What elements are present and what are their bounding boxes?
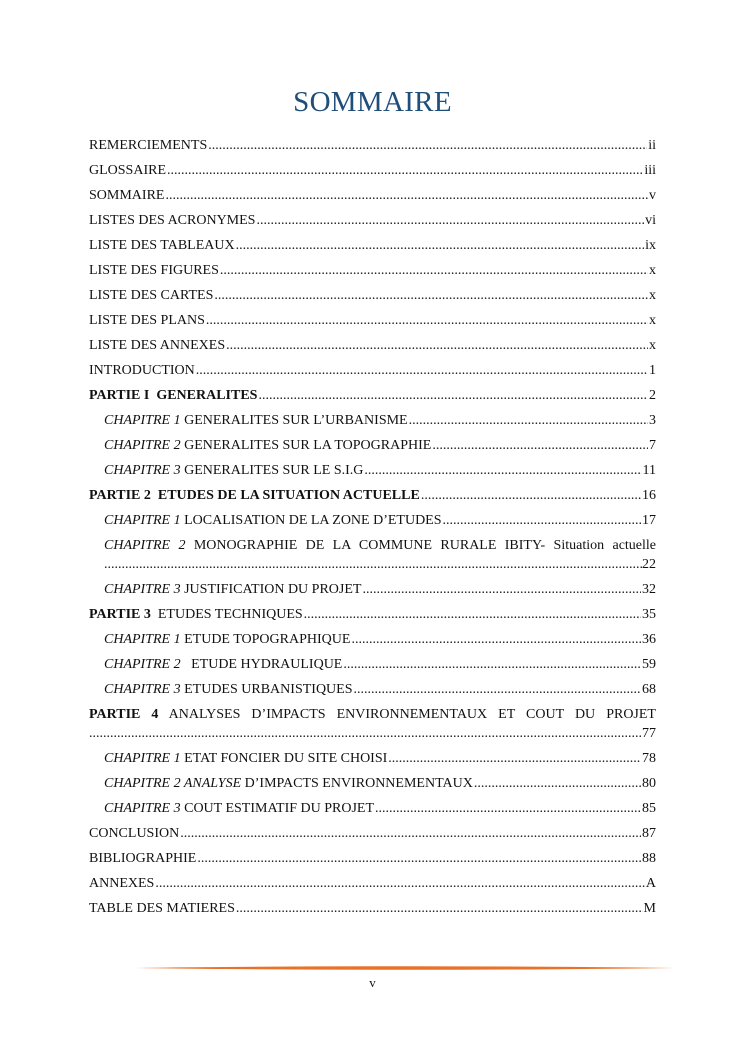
toc-entry-partie1-chapitre-3[interactable]: [104, 463, 656, 479]
toc-entry-remerciements[interactable]: [89, 138, 656, 154]
toc-label: REMERCIEMENTS: [89, 138, 208, 153]
toc-title: ETUDE TOPOGRAPHIQUE: [184, 632, 351, 647]
toc-page: 1: [649, 363, 656, 378]
toc-label: [104, 632, 350, 648]
toc-leader: [364, 463, 641, 479]
toc-prefix: CHAPITRE 3: [104, 582, 181, 597]
toc-label: [104, 438, 431, 454]
toc-prefix: CHAPITRE 1: [104, 751, 181, 766]
toc-leader: [236, 238, 644, 254]
toc-leader: [180, 826, 641, 842]
toc-prefix: CHAPITRE 3: [104, 463, 181, 478]
footer-rule: [135, 964, 675, 972]
toc-title: MONOGRAPHIE DE LA COMMUNE RURALE IBITY- Situation actuelle: [193, 538, 657, 553]
toc-page: x: [649, 313, 656, 328]
toc-leader: [409, 413, 648, 429]
toc-entry-table-des-matieres[interactable]: [89, 901, 656, 917]
toc-title: LOCALISATION DE LA ZONE D’ETUDES: [184, 513, 442, 528]
toc-title: GENERALITES SUR L’URBANISME: [184, 413, 408, 428]
toc-label: [104, 776, 473, 792]
toc-title: D’IMPACTS ENVIRONNEMENTAUX: [244, 776, 473, 791]
toc-prefix: CHAPITRE 2 ANALYSE: [104, 776, 242, 791]
toc-page: 32: [642, 582, 656, 597]
toc-entry-glossaire[interactable]: [89, 163, 656, 179]
toc-entry-partie2-chapitre-1[interactable]: [104, 513, 656, 529]
toc-leader: [304, 607, 641, 623]
toc-label: GLOSSAIRE: [89, 163, 167, 178]
toc-leader: [343, 657, 641, 673]
toc-prefix: CHAPITRE 3: [104, 801, 181, 816]
toc-page: ii: [648, 138, 656, 153]
toc-prefix: PARTIE 4: [89, 707, 159, 722]
toc-page: 11: [642, 463, 656, 478]
toc-label: CONCLUSION: [89, 826, 180, 841]
toc-label: LISTE DES CARTES: [89, 288, 214, 303]
toc-leader: [443, 513, 641, 529]
toc-leader: [474, 776, 641, 792]
toc-leader: [208, 138, 647, 154]
toc-leader: [351, 632, 641, 648]
toc-page: 35: [642, 607, 656, 622]
toc-leader: [432, 438, 648, 454]
toc-entry-partie4-chapitre-1[interactable]: [104, 751, 656, 767]
toc-leader: [165, 188, 648, 204]
toc-label: PARTIE I GENERALITES: [89, 388, 258, 403]
toc-entry-partie3-chapitre-3[interactable]: [104, 682, 656, 698]
toc-page: 7: [649, 438, 656, 453]
toc-leader: [89, 726, 642, 742]
toc-title: ETUDE HYDRAULIQUE: [191, 657, 343, 672]
toc-label: LISTE DES TABLEAUX: [89, 238, 235, 253]
toc-entry-partie-4[interactable]: [89, 707, 656, 742]
toc-label: TABLE DES MATIERES: [89, 901, 235, 916]
toc-page: 16: [642, 488, 656, 503]
toc-title: ETUDES URBANISTIQUES: [184, 682, 353, 697]
toc-page: 87: [642, 826, 656, 841]
toc-leader: [375, 801, 641, 817]
toc-title: ANALYSES D’IMPACTS ENVIRONNEMENTAUX ET COUT DU PROJET: [168, 707, 656, 722]
toc-page: vi: [645, 213, 656, 228]
toc-entry-partie2-chapitre-2[interactable]: [104, 538, 656, 573]
toc-leader: [214, 288, 648, 304]
toc-label: [104, 582, 361, 598]
toc-entry-partie3-chapitre-2[interactable]: [104, 657, 656, 673]
toc-title: GENERALITES SUR LA TOPOGRAPHIE: [184, 438, 432, 453]
toc-entry-annexes-list[interactable]: [89, 338, 656, 354]
toc-entry-partie1-chapitre-2[interactable]: [104, 438, 656, 454]
toc-leader: [258, 388, 648, 404]
toc-label: [104, 801, 374, 817]
toc-label: SOMMAIRE: [89, 188, 165, 203]
toc-entry-tableaux[interactable]: [89, 238, 656, 254]
toc-label: LISTE DES FIGURES: [89, 263, 219, 278]
toc-leader: [362, 582, 641, 598]
toc-title: ETAT FONCIER DU SITE CHOISI: [184, 751, 388, 766]
toc-label: [104, 538, 656, 554]
toc-leader: [354, 682, 642, 698]
toc-entry-partie-1[interactable]: [89, 388, 656, 404]
toc-entry-partie-2[interactable]: [89, 488, 656, 504]
toc-leader: [220, 263, 648, 279]
toc-entry-bibliographie[interactable]: [89, 851, 656, 867]
toc-prefix: CHAPITRE 2: [104, 657, 181, 672]
toc-page: 68: [642, 682, 656, 697]
toc-entry-annexes[interactable]: [89, 876, 656, 892]
toc-label: LISTES DES ACRONYMES: [89, 213, 256, 228]
toc-page: x: [649, 288, 656, 303]
toc-page: iii: [644, 163, 656, 178]
toc-label: LISTE DES PLANS: [89, 313, 205, 328]
toc-page: 17: [642, 513, 656, 528]
toc-leader: [226, 338, 648, 354]
toc-label: [104, 657, 342, 673]
toc-label: [104, 463, 363, 479]
toc-label: [104, 682, 353, 698]
toc-label: [89, 707, 656, 723]
toc-label: PARTIE 2 ETUDES DE LA SITUATION ACTUELLE: [89, 488, 420, 503]
toc-leader: [196, 363, 648, 379]
toc-label: LISTE DES ANNEXES: [89, 338, 226, 353]
toc-page: 22: [642, 557, 656, 572]
toc-entry-acronymes[interactable]: [89, 213, 656, 229]
toc-title: COUT ESTIMATIF DU PROJET: [184, 801, 375, 816]
toc-entry-cartes[interactable]: [89, 288, 656, 304]
toc-entry-plans[interactable]: [89, 313, 656, 329]
toc-leader: [421, 488, 641, 504]
toc-leader: [104, 557, 642, 573]
toc-entry-sommaire[interactable]: [89, 188, 656, 204]
toc-entry-partie1-chapitre-1[interactable]: [104, 413, 656, 429]
page-number: v: [369, 975, 376, 990]
toc-prefix: CHAPITRE 2: [104, 438, 181, 453]
page-title: SOMMAIRE: [293, 86, 452, 118]
toc-page: A: [645, 876, 656, 891]
toc-label: [89, 607, 303, 623]
toc-page: x: [649, 263, 656, 278]
toc-page: 85: [642, 801, 656, 816]
toc-prefix: PARTIE 3: [89, 607, 151, 622]
toc-page: 78: [642, 751, 656, 766]
toc-leader: [167, 163, 643, 179]
toc-entry-conclusion[interactable]: [89, 826, 656, 842]
toc-page: 3: [649, 413, 656, 428]
toc-page: ix: [645, 238, 656, 253]
toc-title: ETUDES TECHNIQUES: [157, 607, 303, 622]
toc-leader: [206, 313, 648, 329]
toc-entry-partie2-chapitre-3[interactable]: [104, 582, 656, 598]
toc-leader: [236, 901, 643, 917]
toc-page: 36: [642, 632, 656, 647]
toc-leader: [388, 751, 641, 767]
toc-title: JUSTIFICATION DU PROJET: [184, 582, 362, 597]
toc-page: M: [643, 901, 656, 916]
toc-prefix: CHAPITRE 1: [104, 632, 181, 647]
toc-label: BIBLIOGRAPHIE: [89, 851, 197, 866]
toc-page: 59: [642, 657, 656, 672]
toc-page: 77: [642, 726, 656, 741]
toc-leader: [256, 213, 644, 229]
toc-page: x: [649, 338, 656, 353]
toc-label: ANNEXES: [89, 876, 155, 891]
toc-entry-partie3-chapitre-1[interactable]: [104, 632, 656, 648]
toc-entry-introduction[interactable]: [89, 363, 656, 379]
toc-leader: [197, 851, 641, 867]
toc-label: [104, 751, 387, 767]
toc-prefix: CHAPITRE 3: [104, 682, 181, 697]
toc-title: GENERALITES SUR LE S.I.G: [184, 463, 364, 478]
toc-entry-partie-3[interactable]: [89, 607, 656, 623]
toc-entry-partie4-chapitre-2[interactable]: [104, 776, 656, 792]
toc-prefix: CHAPITRE 1: [104, 513, 181, 528]
toc-leader: [155, 876, 645, 892]
toc-prefix: CHAPITRE 2: [104, 538, 186, 553]
toc-entry-partie4-chapitre-3[interactable]: [104, 801, 656, 817]
toc-label: INTRODUCTION: [89, 363, 195, 378]
toc-page: v: [649, 188, 656, 203]
toc-label: [104, 513, 442, 529]
toc-page: 88: [642, 851, 656, 866]
toc-page: 80: [642, 776, 656, 791]
toc-prefix: CHAPITRE 1: [104, 413, 181, 428]
toc-page: 2: [649, 388, 656, 403]
toc-label: [104, 413, 408, 429]
toc-entry-figures[interactable]: [89, 263, 656, 279]
